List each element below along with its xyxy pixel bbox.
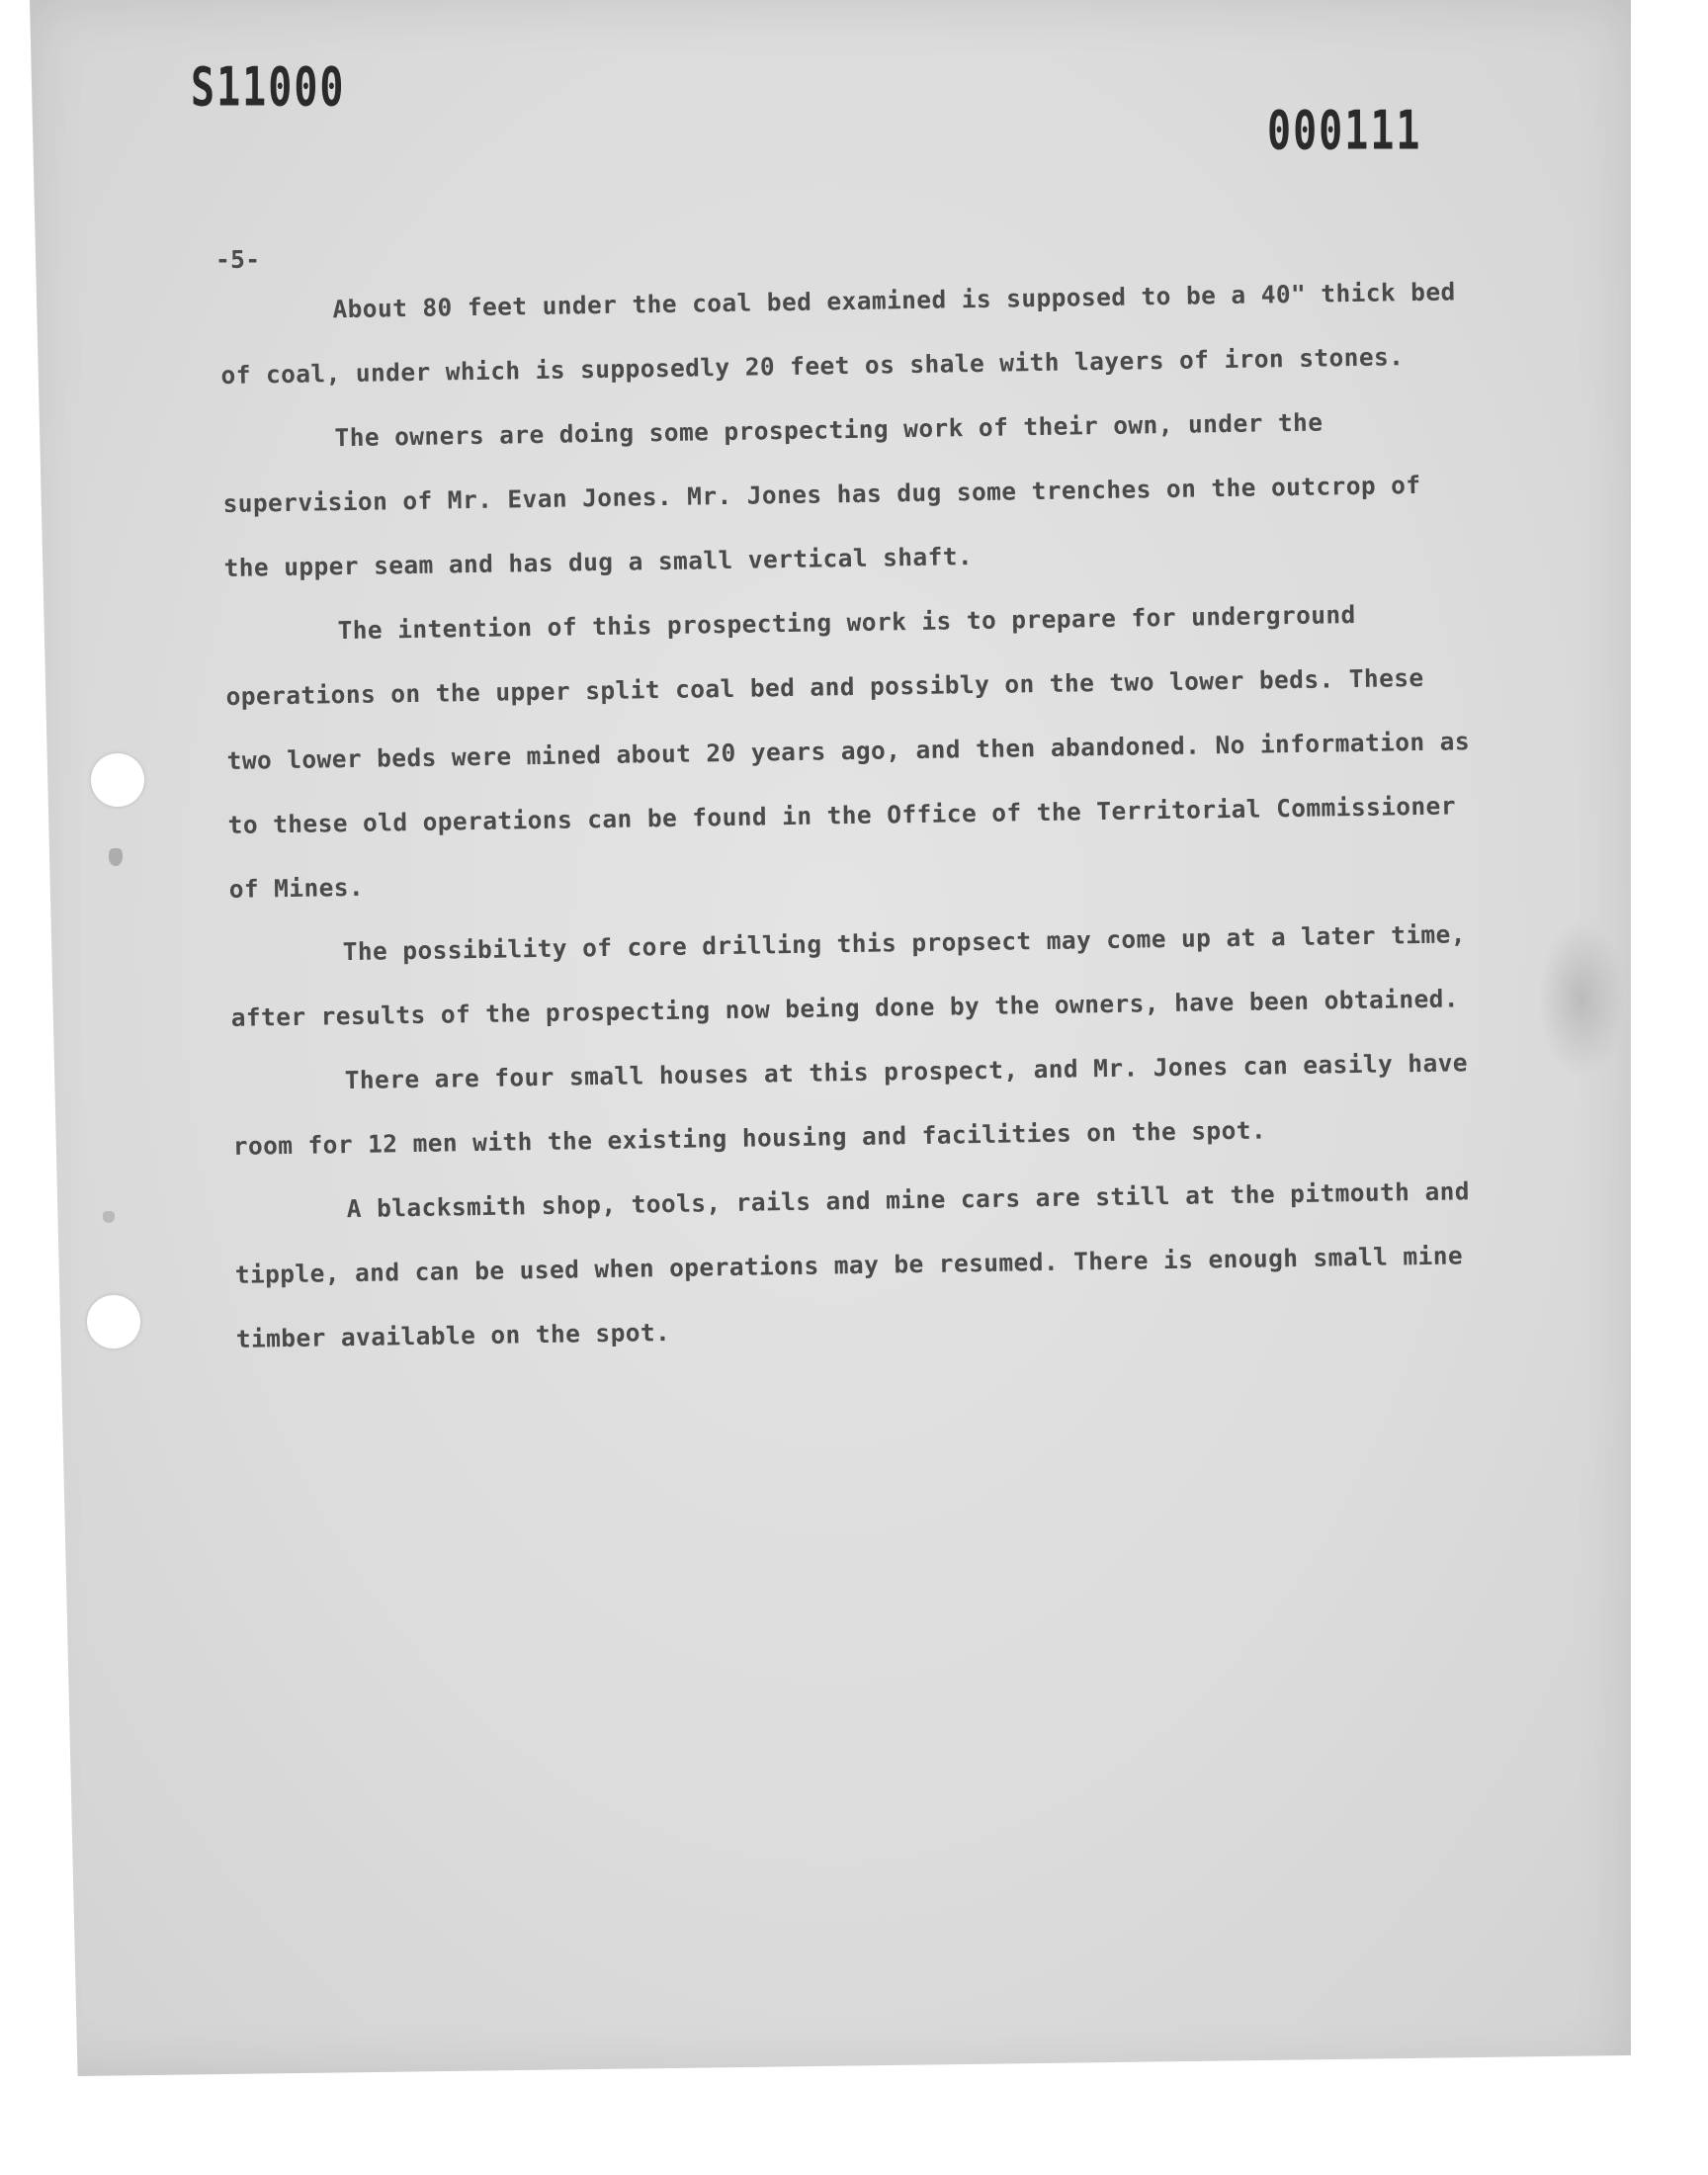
ink-speck [109, 848, 123, 866]
paragraph-underground-operations: The intention of this prospecting work is to prepare for underground operations on the upper split coal bed and possibly on the two lower beds. These two lower beds were mined about 20 years ago, and then abandoned. No information as to these old operations can be found in the Office of the Territorial Commissioner of Mines. [225, 599, 1471, 904]
document-stamp-number-left: S11000 [191, 57, 346, 120]
paragraph-core-drilling: The possibility of core drilling this propsect may come up at a later time, after results of the prospecting now being done by the owners, have been obtained. [230, 919, 1467, 1032]
punch-hole-bottom [87, 1295, 140, 1348]
paragraph-owners-prospecting: The owners are doing some prospecting work of their own, under the supervision of Mr. Evan Jones. Mr. Jones has dug some trenches on the outcrop of the upper seam and has dug a small vertical shaft. [222, 407, 1421, 582]
paragraph-deeper-coal-bed: About 80 feet under the coal bed examined is supposed to be a 40" thick bed of coal, under which is supposedly 20 feet os shale with layers of iron stones. [220, 277, 1456, 390]
document-stamp-number-right: 000111 [1267, 101, 1422, 163]
ink-speck [103, 1211, 115, 1223]
paragraph-housing: There are four small houses at this prospect, and Mr. Jones can easily have room for 12 men with the existing housing and facilities on the spot. [232, 1048, 1469, 1161]
page-number: -5- [215, 245, 261, 274]
punch-hole-top [91, 753, 144, 807]
paragraph-equipment: A blacksmith shop, tools, rails and mine cars are still at the pitmouth and tipple, and can be used when operations may be resumed. There is enough small mine timber available on the spot. [234, 1176, 1471, 1353]
scan-smudge [1537, 919, 1626, 1078]
document-body [219, 259, 1492, 1371]
